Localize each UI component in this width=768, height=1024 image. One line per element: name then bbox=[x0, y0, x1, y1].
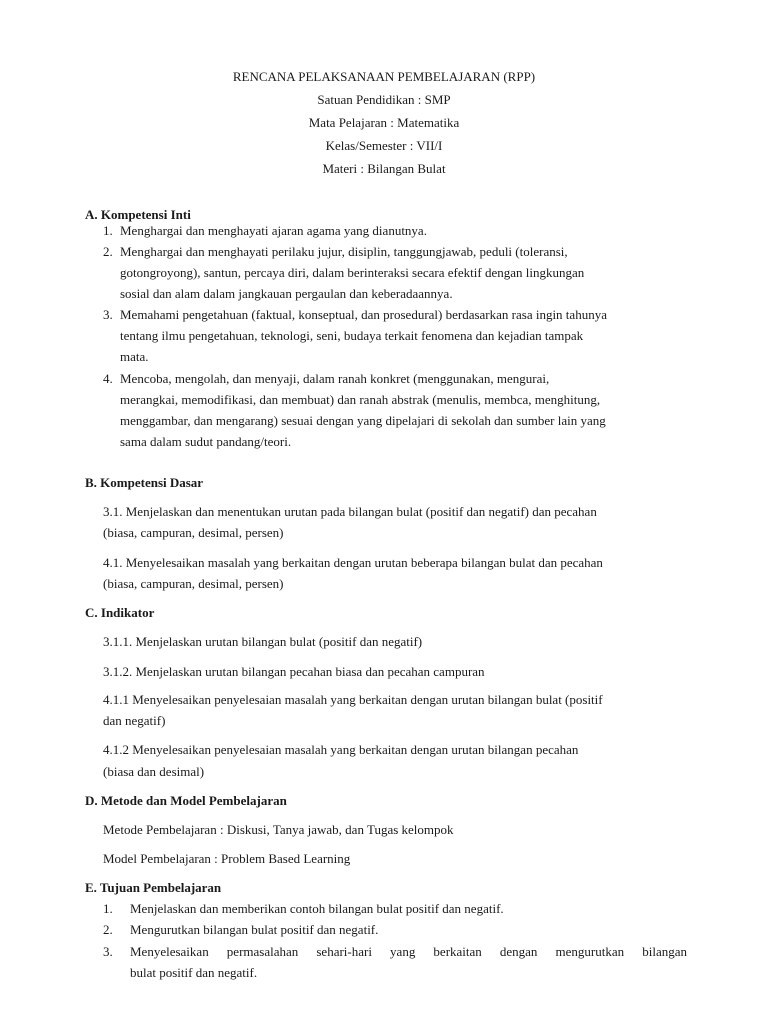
ki-item-2-line: gotongroyong), santun, percaya diri, dalam berinteraksi secara efektif dengan lingkungan bbox=[120, 265, 585, 280]
tujuan-item-number: 2. bbox=[103, 922, 113, 937]
ki-item-3-line: tentang ilmu pengetahuan, teknologi, seni, budaya terkait fenomena dan kejadian tampak bbox=[120, 328, 584, 343]
ki-item-4-line: Mencoba, mengolah, dan menyaji, dalam ranah konkret (menggunakan, mengurai, bbox=[120, 371, 550, 386]
ki-item-3-line: mata. bbox=[120, 349, 149, 364]
indikator-item-line: (biasa dan desimal) bbox=[103, 764, 205, 779]
ki-item-3-line: Memahami pengetahuan (faktual, konseptual, dan prosedural) berdasarkan rasa ingin tahunya bbox=[120, 307, 607, 322]
indikator-item-line: 3.1.2. Menjelaskan urutan bilangan pecahan biasa dan pecahan campuran bbox=[103, 664, 485, 679]
section-heading-kompetensi-dasar: B. Kompetensi Dasar bbox=[85, 475, 204, 490]
ki-item-number: 2. bbox=[103, 244, 113, 259]
indikator-item-line: 4.1.2 Menyelesaikan penyelesaian masalah yang berkaitan dengan urutan bilangan pecahan bbox=[103, 742, 579, 757]
indikator-item-line: 4.1.1 Menyelesaikan penyelesaian masalah yang berkaitan dengan urutan bilangan bulat (positif bbox=[103, 692, 603, 707]
materi: Materi : Bilangan Bulat bbox=[322, 161, 446, 176]
section-heading-indikator: C. Indikator bbox=[85, 605, 155, 620]
section-heading-tujuan: E. Tujuan Pembelajaran bbox=[85, 880, 222, 895]
tujuan-item-3-line: Menyelesaikan permasalahan sehari-hari yang berkaitan dengan mengurutkan bilangan bbox=[130, 944, 687, 959]
kelas-semester: Kelas/Semester : VII/I bbox=[325, 138, 443, 153]
ki-item-4-line: merangkai, memodifikasi, dan membuat) dan ranah abstrak (menulis, membca, menghitung, bbox=[120, 392, 601, 407]
ki-item-2-line: Menghargai dan menghayati perilaku jujur, disiplin, tanggungjawab, peduli (toleransi, bbox=[120, 244, 568, 259]
kd-item-line: (biasa, campuran, desimal, persen) bbox=[103, 576, 284, 591]
tujuan-item-number: 3. bbox=[103, 944, 113, 959]
ki-item-1-line: Menghargai dan menghayati ajaran agama yang dianutnya. bbox=[120, 223, 427, 238]
tujuan-item-3-line: bulat positif dan negatif. bbox=[130, 965, 258, 980]
kd-item-line: (biasa, campuran, desimal, persen) bbox=[103, 525, 284, 540]
tujuan-item-2-line: Mengurutkan bilangan bulat positif dan negatif. bbox=[130, 922, 379, 937]
ki-item-2-line: sosial dan alam dalam jangkauan pergaulan dan keberadaannya. bbox=[120, 286, 453, 301]
kd-item-line: 3.1. Menjelaskan dan menentukan urutan pada bilangan bulat (positif dan negatif) dan pecahan bbox=[103, 504, 597, 519]
ki-item-number: 4. bbox=[103, 371, 113, 386]
ki-item-4-line: menggambar, dan mengarang) sesuai dengan yang dipelajari di sekolah dan sumber lain yang bbox=[120, 413, 606, 428]
document-title: RENCANA PELAKSANAAN PEMBELAJARAN (RPP) bbox=[232, 69, 536, 84]
mata-pelajaran: Mata Pelajaran : Matematika bbox=[308, 115, 460, 130]
kd-item-line: 4.1. Menyelesaikan masalah yang berkaitan dengan urutan beberapa bilangan bulat dan pecahan bbox=[103, 555, 603, 570]
satuan-pendidikan: Satuan Pendidikan : SMP bbox=[317, 92, 451, 107]
ki-item-number: 3. bbox=[103, 307, 113, 322]
metode-pembelajaran: Metode Pembelajaran : Diskusi, Tanya jawab, dan Tugas kelompok bbox=[103, 822, 454, 837]
indikator-item-line: 3.1.1. Menjelaskan urutan bilangan bulat (positif dan negatif) bbox=[103, 634, 423, 649]
model-pembelajaran: Model Pembelajaran : Problem Based Learning bbox=[103, 851, 351, 866]
section-heading-metode: D. Metode dan Model Pembelajaran bbox=[85, 793, 287, 808]
tujuan-item-number: 1. bbox=[103, 901, 113, 916]
ki-item-number: 1. bbox=[103, 223, 113, 238]
section-heading-kompetensi-inti: A. Kompetensi Inti bbox=[85, 207, 191, 222]
ki-item-4-line: sama dalam sudut pandang/teori. bbox=[120, 434, 292, 449]
indikator-item-line: dan negatif) bbox=[103, 713, 166, 728]
tujuan-item-1-line: Menjelaskan dan memberikan contoh bilangan bulat positif dan negatif. bbox=[130, 901, 504, 916]
